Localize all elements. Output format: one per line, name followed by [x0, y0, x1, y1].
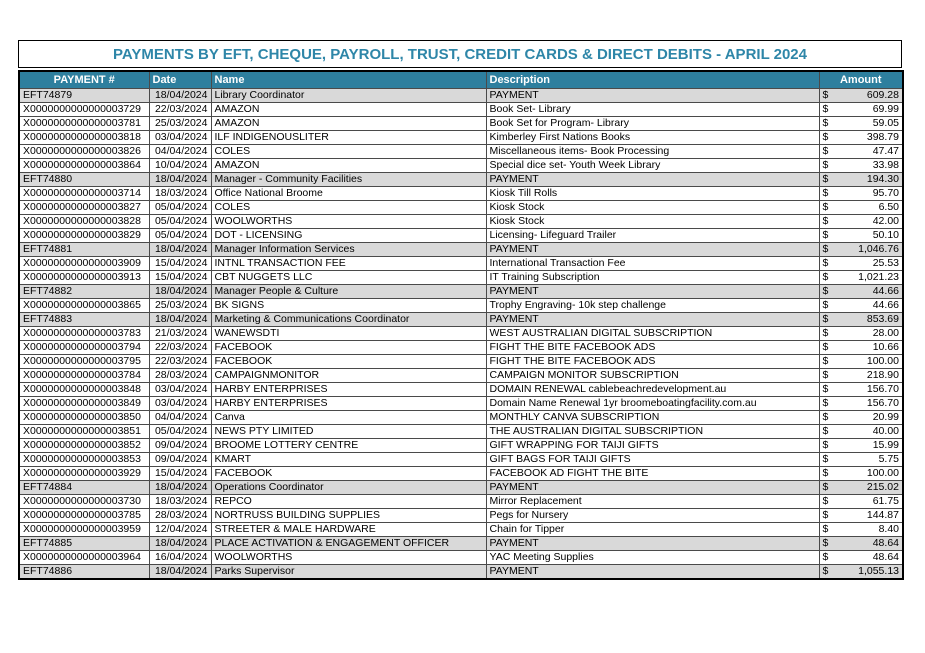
name-cell: CAMPAIGNMONITOR: [211, 368, 486, 382]
payment-number-cell: X0000000000000003909: [19, 256, 149, 270]
table-row: [19, 396, 903, 410]
amount-cell: [819, 410, 903, 424]
name-cell: BK SIGNS: [211, 298, 486, 312]
amount-cell: [819, 396, 903, 410]
amount-cell: [819, 424, 903, 438]
amount-cell: [819, 186, 903, 200]
currency-symbol: $: [822, 144, 829, 157]
date-cell: 18/04/2024: [149, 284, 211, 298]
currency-symbol: $: [822, 116, 829, 129]
payment-number-cell: EFT74880: [19, 172, 149, 186]
payment-number-cell: EFT74884: [19, 480, 149, 494]
description-cell: CAMPAIGN MONITOR SUBSCRIPTION: [486, 368, 819, 382]
payment-number-cell: X0000000000000003714: [19, 186, 149, 200]
amount-value: 33.98: [872, 158, 899, 171]
amount-value: 8.40: [878, 522, 899, 535]
payment-number-cell: X0000000000000003848: [19, 382, 149, 396]
description-cell: Kimberley First Nations Books: [486, 130, 819, 144]
description-cell: Kiosk Stock: [486, 200, 819, 214]
table-header-row: [19, 71, 903, 88]
payment-number-cell: X0000000000000003964: [19, 550, 149, 564]
amount-value: 609.28: [866, 88, 899, 101]
description-cell: GIFT BAGS FOR TAIJI GIFTS: [486, 452, 819, 466]
date-cell: 12/04/2024: [149, 522, 211, 536]
amount-cell: [819, 564, 903, 579]
date-cell: 28/03/2024: [149, 368, 211, 382]
date-cell: 18/04/2024: [149, 564, 211, 579]
table-row: [19, 158, 903, 172]
payment-number-cell: X0000000000000003826: [19, 144, 149, 158]
description-cell: PAYMENT: [486, 284, 819, 298]
payment-number-cell: X0000000000000003852: [19, 438, 149, 452]
currency-symbol: $: [822, 326, 829, 339]
description-cell: Kiosk Till Rolls: [486, 186, 819, 200]
payment-number-cell: X0000000000000003850: [19, 410, 149, 424]
amount-value: 218.90: [866, 368, 899, 381]
amount-cell: [819, 214, 903, 228]
currency-symbol: $: [822, 410, 829, 423]
amount-value: 50.10: [872, 228, 899, 241]
payment-number-cell: EFT74881: [19, 242, 149, 256]
amount-value: 20.99: [872, 410, 899, 423]
description-cell: PAYMENT: [486, 564, 819, 579]
amount-value: 156.70: [866, 396, 899, 409]
table-row: [19, 494, 903, 508]
date-cell: 18/04/2024: [149, 172, 211, 186]
table-row: [19, 172, 903, 186]
date-cell: 28/03/2024: [149, 508, 211, 522]
description-cell: PAYMENT: [486, 480, 819, 494]
currency-symbol: $: [822, 466, 829, 479]
name-cell: Manager Information Services: [211, 242, 486, 256]
amount-value: 215.02: [866, 480, 899, 493]
description-cell: FIGHT THE BITE FACEBOOK ADS: [486, 354, 819, 368]
amount-cell: [819, 480, 903, 494]
column-header-amount: Amount: [819, 71, 903, 88]
table-row: [19, 130, 903, 144]
description-cell: Domain Name Renewal 1yr broomeboatingfacility.com.au: [486, 396, 819, 410]
description-cell: Mirror Replacement: [486, 494, 819, 508]
amount-cell: [819, 144, 903, 158]
table-row: [19, 550, 903, 564]
name-cell: Library Coordinator: [211, 88, 486, 102]
amount-value: 6.50: [878, 200, 899, 213]
table-row: [19, 354, 903, 368]
currency-symbol: $: [822, 452, 829, 465]
description-cell: MONTHLY CANVA SUBSCRIPTION: [486, 410, 819, 424]
currency-symbol: $: [822, 130, 829, 143]
amount-value: 1,046.76: [858, 242, 899, 255]
table-row: [19, 298, 903, 312]
payment-number-cell: X0000000000000003785: [19, 508, 149, 522]
currency-symbol: $: [822, 158, 829, 171]
amount-cell: [819, 438, 903, 452]
amount-cell: [819, 522, 903, 536]
payments-report: [18, 40, 902, 580]
amount-value: 69.99: [872, 102, 899, 115]
column-header-description: Description: [486, 71, 819, 88]
amount-value: 61.75: [872, 494, 899, 507]
description-cell: Special dice set- Youth Week Library: [486, 158, 819, 172]
name-cell: PLACE ACTIVATION & ENGAGEMENT OFFICER: [211, 536, 486, 550]
description-cell: PAYMENT: [486, 88, 819, 102]
currency-symbol: $: [822, 228, 829, 241]
date-cell: 18/04/2024: [149, 88, 211, 102]
name-cell: Operations Coordinator: [211, 480, 486, 494]
amount-cell: [819, 130, 903, 144]
currency-symbol: $: [822, 368, 829, 381]
amount-value: 48.64: [872, 536, 899, 549]
date-cell: 18/04/2024: [149, 242, 211, 256]
amount-value: 5.75: [878, 452, 899, 465]
description-cell: PAYMENT: [486, 172, 819, 186]
name-cell: WANEWSDTI: [211, 326, 486, 340]
amount-value: 25.53: [872, 256, 899, 269]
table-row: [19, 340, 903, 354]
name-cell: REPCO: [211, 494, 486, 508]
name-cell: NEWS PTY LIMITED: [211, 424, 486, 438]
date-cell: 05/04/2024: [149, 228, 211, 242]
name-cell: WOOLWORTHS: [211, 214, 486, 228]
amount-cell: [819, 158, 903, 172]
table-row: [19, 144, 903, 158]
amount-value: 44.66: [872, 284, 899, 297]
payment-number-cell: X0000000000000003865: [19, 298, 149, 312]
currency-symbol: $: [822, 494, 829, 507]
date-cell: 15/04/2024: [149, 466, 211, 480]
name-cell: ILF INDIGENOUSLITER: [211, 130, 486, 144]
description-cell: Trophy Engraving- 10k step challenge: [486, 298, 819, 312]
currency-symbol: $: [822, 88, 829, 101]
table-row: [19, 522, 903, 536]
table-row: [19, 102, 903, 116]
description-cell: PAYMENT: [486, 242, 819, 256]
table-row: [19, 438, 903, 452]
name-cell: AMAZON: [211, 102, 486, 116]
payment-number-cell: X0000000000000003864: [19, 158, 149, 172]
name-cell: Office National Broome: [211, 186, 486, 200]
currency-symbol: $: [822, 396, 829, 409]
description-cell: GIFT WRAPPING FOR TAIJI GIFTS: [486, 438, 819, 452]
table-row: [19, 116, 903, 130]
currency-symbol: $: [822, 312, 829, 325]
name-cell: FACEBOOK: [211, 466, 486, 480]
date-cell: 22/03/2024: [149, 102, 211, 116]
amount-value: 100.00: [866, 466, 899, 479]
payment-number-cell: X0000000000000003784: [19, 368, 149, 382]
name-cell: FACEBOOK: [211, 354, 486, 368]
currency-symbol: $: [822, 270, 829, 283]
amount-value: 15.99: [872, 438, 899, 451]
currency-symbol: $: [822, 354, 829, 367]
amount-value: 48.64: [872, 550, 899, 563]
currency-symbol: $: [822, 200, 829, 213]
description-cell: FACEBOOK AD FIGHT THE BITE: [486, 466, 819, 480]
amount-cell: [819, 284, 903, 298]
description-cell: Pegs for Nursery: [486, 508, 819, 522]
name-cell: COLES: [211, 144, 486, 158]
description-cell: IT Training Subscription: [486, 270, 819, 284]
amount-cell: [819, 242, 903, 256]
date-cell: 18/04/2024: [149, 480, 211, 494]
description-cell: Licensing- Lifeguard Trailer: [486, 228, 819, 242]
currency-symbol: $: [822, 284, 829, 297]
table-row: [19, 242, 903, 256]
date-cell: 03/04/2024: [149, 396, 211, 410]
name-cell: HARBY ENTERPRISES: [211, 382, 486, 396]
payment-number-cell: X0000000000000003794: [19, 340, 149, 354]
currency-symbol: $: [822, 298, 829, 311]
amount-cell: [819, 340, 903, 354]
report-title-box: [18, 40, 902, 68]
date-cell: 15/04/2024: [149, 270, 211, 284]
payment-number-cell: EFT74885: [19, 536, 149, 550]
date-cell: 15/04/2024: [149, 256, 211, 270]
table-row: [19, 326, 903, 340]
name-cell: KMART: [211, 452, 486, 466]
table-row: [19, 312, 903, 326]
amount-cell: [819, 200, 903, 214]
table-row: [19, 200, 903, 214]
date-cell: 03/04/2024: [149, 130, 211, 144]
date-cell: 25/03/2024: [149, 116, 211, 130]
name-cell: Manager - Community Facilities: [211, 172, 486, 186]
date-cell: 05/04/2024: [149, 214, 211, 228]
payment-number-cell: X0000000000000003795: [19, 354, 149, 368]
column-header-name: Name: [211, 71, 486, 88]
payment-number-cell: X0000000000000003913: [19, 270, 149, 284]
date-cell: 18/04/2024: [149, 312, 211, 326]
currency-symbol: $: [822, 438, 829, 451]
column-header-date: Date: [149, 71, 211, 88]
date-cell: 04/04/2024: [149, 144, 211, 158]
payment-number-cell: EFT74883: [19, 312, 149, 326]
description-cell: FIGHT THE BITE FACEBOOK ADS: [486, 340, 819, 354]
name-cell: Canva: [211, 410, 486, 424]
amount-cell: [819, 102, 903, 116]
amount-cell: [819, 494, 903, 508]
date-cell: 09/04/2024: [149, 452, 211, 466]
date-cell: 18/03/2024: [149, 494, 211, 508]
table-row: [19, 452, 903, 466]
amount-value: 40.00: [872, 424, 899, 437]
date-cell: 18/03/2024: [149, 186, 211, 200]
amount-cell: [819, 298, 903, 312]
payment-number-cell: X0000000000000003853: [19, 452, 149, 466]
payment-number-cell: X0000000000000003829: [19, 228, 149, 242]
currency-symbol: $: [822, 102, 829, 115]
date-cell: 04/04/2024: [149, 410, 211, 424]
page-title: PAYMENTS BY EFT, CHEQUE, PAYROLL, TRUST, CREDIT CARDS & DIRECT DEBITS - APRIL 2024: [113, 45, 807, 63]
amount-value: 28.00: [872, 326, 899, 339]
description-cell: Chain for Tipper: [486, 522, 819, 536]
currency-symbol: $: [822, 564, 829, 577]
description-cell: Book Set- Library: [486, 102, 819, 116]
amount-value: 59.05: [872, 116, 899, 129]
name-cell: DOT - LICENSING: [211, 228, 486, 242]
description-cell: THE AUSTRALIAN DIGITAL SUBSCRIPTION: [486, 424, 819, 438]
table-row: [19, 466, 903, 480]
date-cell: 05/04/2024: [149, 200, 211, 214]
currency-symbol: $: [822, 522, 829, 535]
payment-number-cell: X0000000000000003959: [19, 522, 149, 536]
amount-cell: [819, 508, 903, 522]
table-row: [19, 186, 903, 200]
payment-number-cell: X0000000000000003827: [19, 200, 149, 214]
payment-number-cell: X0000000000000003781: [19, 116, 149, 130]
table-row: [19, 382, 903, 396]
date-cell: 22/03/2024: [149, 354, 211, 368]
date-cell: 18/04/2024: [149, 536, 211, 550]
table-row: [19, 424, 903, 438]
currency-symbol: $: [822, 172, 829, 185]
payments-table: [18, 70, 904, 580]
name-cell: Parks Supervisor: [211, 564, 486, 579]
amount-cell: [819, 312, 903, 326]
date-cell: 16/04/2024: [149, 550, 211, 564]
amount-value: 156.70: [866, 382, 899, 395]
date-cell: 21/03/2024: [149, 326, 211, 340]
payments-table-body: [19, 88, 903, 579]
name-cell: INTNL TRANSACTION FEE: [211, 256, 486, 270]
name-cell: AMAZON: [211, 116, 486, 130]
currency-symbol: $: [822, 508, 829, 521]
amount-value: 144.87: [866, 508, 899, 521]
amount-cell: [819, 256, 903, 270]
amount-cell: [819, 116, 903, 130]
amount-cell: [819, 382, 903, 396]
currency-symbol: $: [822, 480, 829, 493]
date-cell: 09/04/2024: [149, 438, 211, 452]
currency-symbol: $: [822, 536, 829, 549]
amount-cell: [819, 172, 903, 186]
name-cell: HARBY ENTERPRISES: [211, 396, 486, 410]
amount-value: 10.66: [872, 340, 899, 353]
amount-value: 1,055.13: [858, 564, 899, 577]
payment-number-cell: EFT74886: [19, 564, 149, 579]
payment-number-cell: EFT74882: [19, 284, 149, 298]
currency-symbol: $: [822, 550, 829, 563]
table-row: [19, 256, 903, 270]
table-row: [19, 480, 903, 494]
table-row: [19, 368, 903, 382]
amount-cell: [819, 536, 903, 550]
currency-symbol: $: [822, 242, 829, 255]
amount-value: 100.00: [866, 354, 899, 367]
date-cell: 03/04/2024: [149, 382, 211, 396]
amount-value: 44.66: [872, 298, 899, 311]
name-cell: NORTRUSS BUILDING SUPPLIES: [211, 508, 486, 522]
table-row: [19, 228, 903, 242]
name-cell: CBT NUGGETS LLC: [211, 270, 486, 284]
name-cell: BROOME LOTTERY CENTRE: [211, 438, 486, 452]
name-cell: WOOLWORTHS: [211, 550, 486, 564]
table-row: [19, 88, 903, 102]
amount-cell: [819, 88, 903, 102]
amount-cell: [819, 550, 903, 564]
name-cell: Manager People & Culture: [211, 284, 486, 298]
description-cell: WEST AUSTRALIAN DIGITAL SUBSCRIPTION: [486, 326, 819, 340]
amount-cell: [819, 228, 903, 242]
payment-number-cell: X0000000000000003818: [19, 130, 149, 144]
amount-value: 1,021.23: [858, 270, 899, 283]
payment-number-cell: X0000000000000003851: [19, 424, 149, 438]
description-cell: PAYMENT: [486, 536, 819, 550]
amount-cell: [819, 368, 903, 382]
name-cell: COLES: [211, 200, 486, 214]
amount-cell: [819, 466, 903, 480]
payment-number-cell: X0000000000000003783: [19, 326, 149, 340]
payment-number-cell: X0000000000000003828: [19, 214, 149, 228]
name-cell: Marketing & Communications Coordinator: [211, 312, 486, 326]
currency-symbol: $: [822, 340, 829, 353]
amount-value: 95.70: [872, 186, 899, 199]
currency-symbol: $: [822, 256, 829, 269]
payment-number-cell: X0000000000000003729: [19, 102, 149, 116]
column-header-payment: PAYMENT #: [19, 71, 149, 88]
payment-number-cell: X0000000000000003849: [19, 396, 149, 410]
amount-cell: [819, 452, 903, 466]
description-cell: Book Set for Program- Library: [486, 116, 819, 130]
date-cell: 25/03/2024: [149, 298, 211, 312]
description-cell: International Transaction Fee: [486, 256, 819, 270]
date-cell: 22/03/2024: [149, 340, 211, 354]
name-cell: FACEBOOK: [211, 340, 486, 354]
description-cell: PAYMENT: [486, 312, 819, 326]
currency-symbol: $: [822, 186, 829, 199]
table-row: [19, 284, 903, 298]
amount-cell: [819, 326, 903, 340]
payment-number-cell: X0000000000000003730: [19, 494, 149, 508]
description-cell: Miscellaneous items- Book Processing: [486, 144, 819, 158]
amount-value: 194.30: [866, 172, 899, 185]
payment-number-cell: X0000000000000003929: [19, 466, 149, 480]
table-row: [19, 270, 903, 284]
currency-symbol: $: [822, 424, 829, 437]
currency-symbol: $: [822, 382, 829, 395]
amount-value: 853.69: [866, 312, 899, 325]
currency-symbol: $: [822, 214, 829, 227]
name-cell: STREETER & MALE HARDWARE: [211, 522, 486, 536]
amount-cell: [819, 270, 903, 284]
description-cell: YAC Meeting Supplies: [486, 550, 819, 564]
date-cell: 10/04/2024: [149, 158, 211, 172]
description-cell: Kiosk Stock: [486, 214, 819, 228]
amount-value: 398.79: [866, 130, 899, 143]
amount-cell: [819, 354, 903, 368]
description-cell: DOMAIN RENEWAL cablebeachredevelopment.au: [486, 382, 819, 396]
table-row: [19, 536, 903, 550]
date-cell: 05/04/2024: [149, 424, 211, 438]
table-row: [19, 564, 903, 579]
name-cell: AMAZON: [211, 158, 486, 172]
table-row: [19, 410, 903, 424]
amount-value: 42.00: [872, 214, 899, 227]
table-row: [19, 214, 903, 228]
table-row: [19, 508, 903, 522]
payment-number-cell: EFT74879: [19, 88, 149, 102]
amount-value: 47.47: [872, 144, 899, 157]
